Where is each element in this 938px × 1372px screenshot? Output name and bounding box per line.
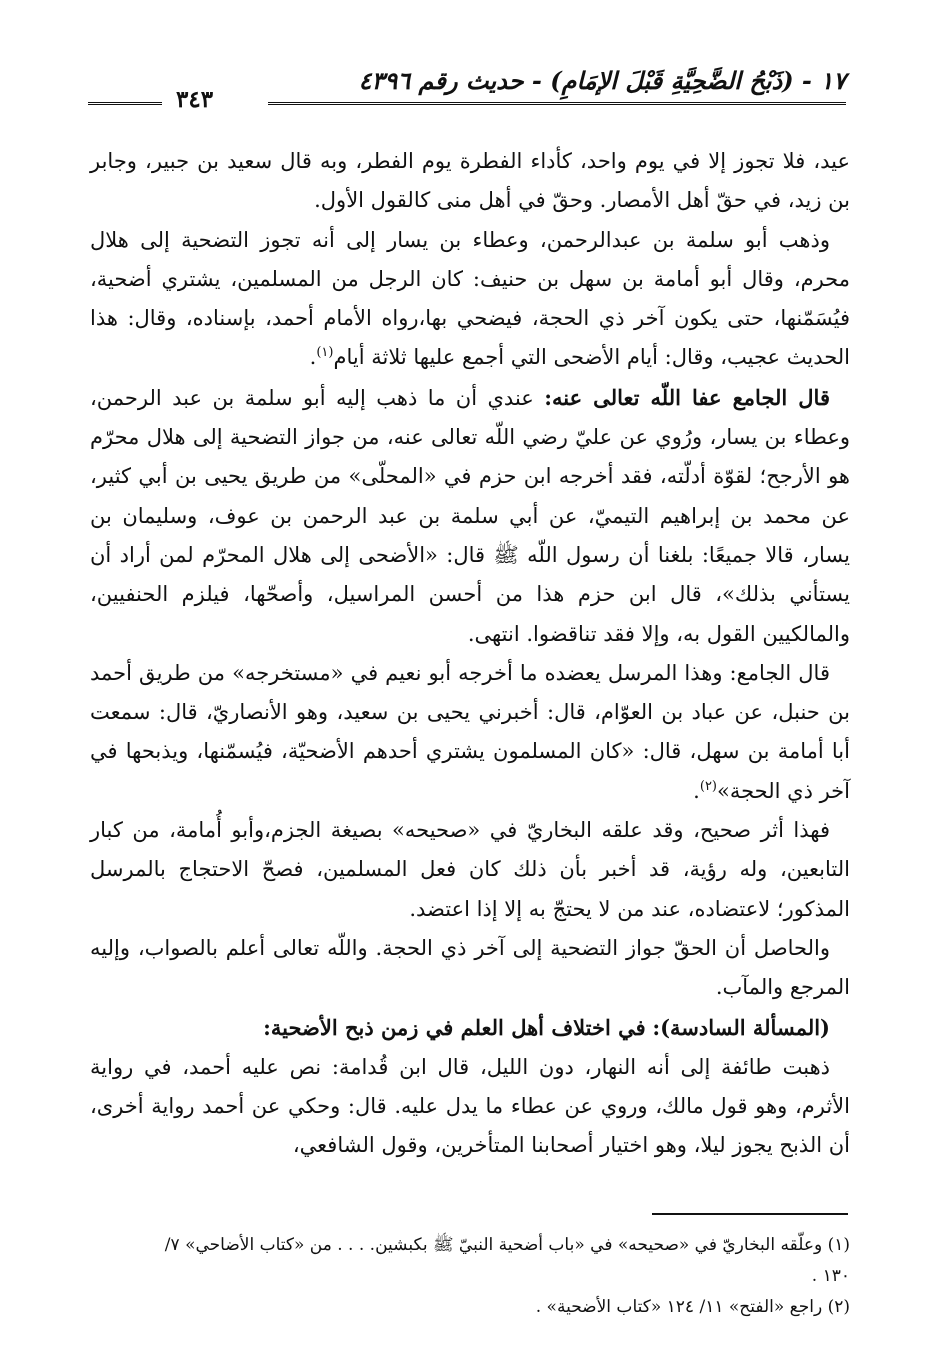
- running-header: [88, 66, 846, 126]
- section-heading-text: في اختلاف أهل العلم في زمن ذبح الأضحية:: [263, 1014, 646, 1040]
- header-rule-short: [88, 102, 162, 108]
- header-title: ١٧ - (ذَبْحُ الضَّحِيَّةِ قَبْلَ الإمَامِ) - حديث رقم ٤٣٩٦: [358, 66, 846, 95]
- paragraph-2-text: وذهب أبو سلمة بن عبدالرحمن، وعطاء بن يسار إلى أنه تجوز التضحية إلى هلال محرم، وقال أبو أمامة بن سهل بن حنيف: كان الرجل من المسلمين، يشتري أضحية، فيُسَمّنها، حتى يكون آخر ذي الحجة، فيضحي بها،رواه الأمام أحمد، بإسناده، وقال: هذا الحديث عجيب، وقال: أيام الأضحى التي أجمع عليها ثلاثة أيام: [90, 227, 850, 370]
- footnote-1-continuation: ١٣٠ .: [811, 1266, 850, 1286]
- footnote-1: (١) وعلّقه البخاريّ في «صحيحه» في «باب أضحية النبيّ ﷺ بكبشين. . . . من «كتاب الأضاحي» ٧/: [164, 1235, 850, 1255]
- main-text: [90, 142, 850, 1166]
- paragraph-4: [90, 654, 850, 811]
- period: .: [693, 778, 700, 803]
- footnote-ref-1: (١): [316, 345, 334, 361]
- footnote-separator: [652, 1213, 848, 1215]
- footnotes: [90, 1230, 850, 1323]
- paragraph-2: [90, 221, 850, 378]
- period: .: [309, 345, 317, 370]
- paragraph-3-text: عندي أن ما ذهب إليه أبو سلمة بن عبد الرحمن، وعطاء بن يسار، ورُوي عن عليّ رضي اللّه تعالى عنه، من جواز التضحية إلى هلال محرّم هو الأرجح؛ لقوّة أدلّته، فقد أخرجه ابن حزم في «المحلّى» من طريق يحيى بن أبي كثير، عن محمد بن إبراهيم التيميّ، عن أبي سلمة بن عبد الرحمن بن عوف، وسليمان بن يسار، قالا جميعًا: بلغنا أن رسول اللّه ﷺ قال: «الأضحى إلى هلال المحرّم لمن أراد أن يستأني بذلك»، قال ابن حزم هذا من أحسن المراسيل، وأصحّها، فيلزم الحنفيين، والمالكيين القول به، وإلا فقد تناقضوا. انتهى.: [90, 385, 850, 646]
- paragraph-7: ذهبت طائفة إلى أنه النهار، دون الليل، قال ابن قُدامة: نص عليه أحمد، في رواية الأثرم، وهو قول مالك، وروي عن عطاء ما يدل عليه. قال: وحكي عن أحمد رواية أخرى، أن الذبح يجوز ليلا، وهو اختيار أصحابنا المتأخرين، وقول الشافعي،: [90, 1054, 850, 1158]
- footnote-ref-2: (٢): [699, 778, 717, 794]
- paragraph-4-text: قال الجامع: وهذا المرسل يعضده ما أخرجه أبو نعيم في «مستخرجه» من طريق أحمد بن حنبل، عن عباد بن العوّام، قال: أخبرني يحيى بن سعيد، وهو الأنصاريّ، قال: سمعت أبا أمامة بن سهل، قال: «كان المسلمون يشتري أحدهم الأضحيّة، فيُسمّنها، ويذبحها في آخر ذي الحجة»: [90, 660, 850, 803]
- section-heading-line: [90, 1008, 850, 1048]
- paragraph-6: والحاصل أن الحقّ جواز التضحية إلى آخر ذي الحجة. واللّه تعالى أعلم بالصواب، وإليه المرجع والمآب.: [90, 935, 850, 1000]
- page-number: ٣٤٣: [176, 86, 214, 113]
- section-heading: (المسألة السادسة):: [652, 1014, 830, 1040]
- paragraph-3: [90, 378, 850, 654]
- footnote-2: (٢) راجع «الفتح» ١١/ ١٢٤ «كتاب الأضحية» .: [535, 1297, 850, 1317]
- header-rule: [268, 102, 846, 108]
- paragraph-1: عيد، فلا تجوز إلا في يوم واحد، كأداء الفطرة يوم الفطر، وبه قال سعيد بن جبير، وجابر بن زيد، في حقّ أهل الأمصار. وحقّ في أهل منى كالقول الأول.: [90, 149, 850, 213]
- author-lead-in: قال الجامع عفا اللّه تعالى عنه:: [544, 384, 830, 410]
- paragraph-5: فهذا أثر صحيح، وقد علقه البخاريّ في «صحيحه» بصيغة الجزم،وأبو أُمامة، من كبار التابعين، وله رؤية، قد أخبر بأن ذلك كان فعل المسلمين، فصحّ الاحتجاج بالمرسل المذكور؛ لاعتضاده، عند من لا يحتجّ به إلا إذا اعتضد.: [90, 818, 850, 921]
